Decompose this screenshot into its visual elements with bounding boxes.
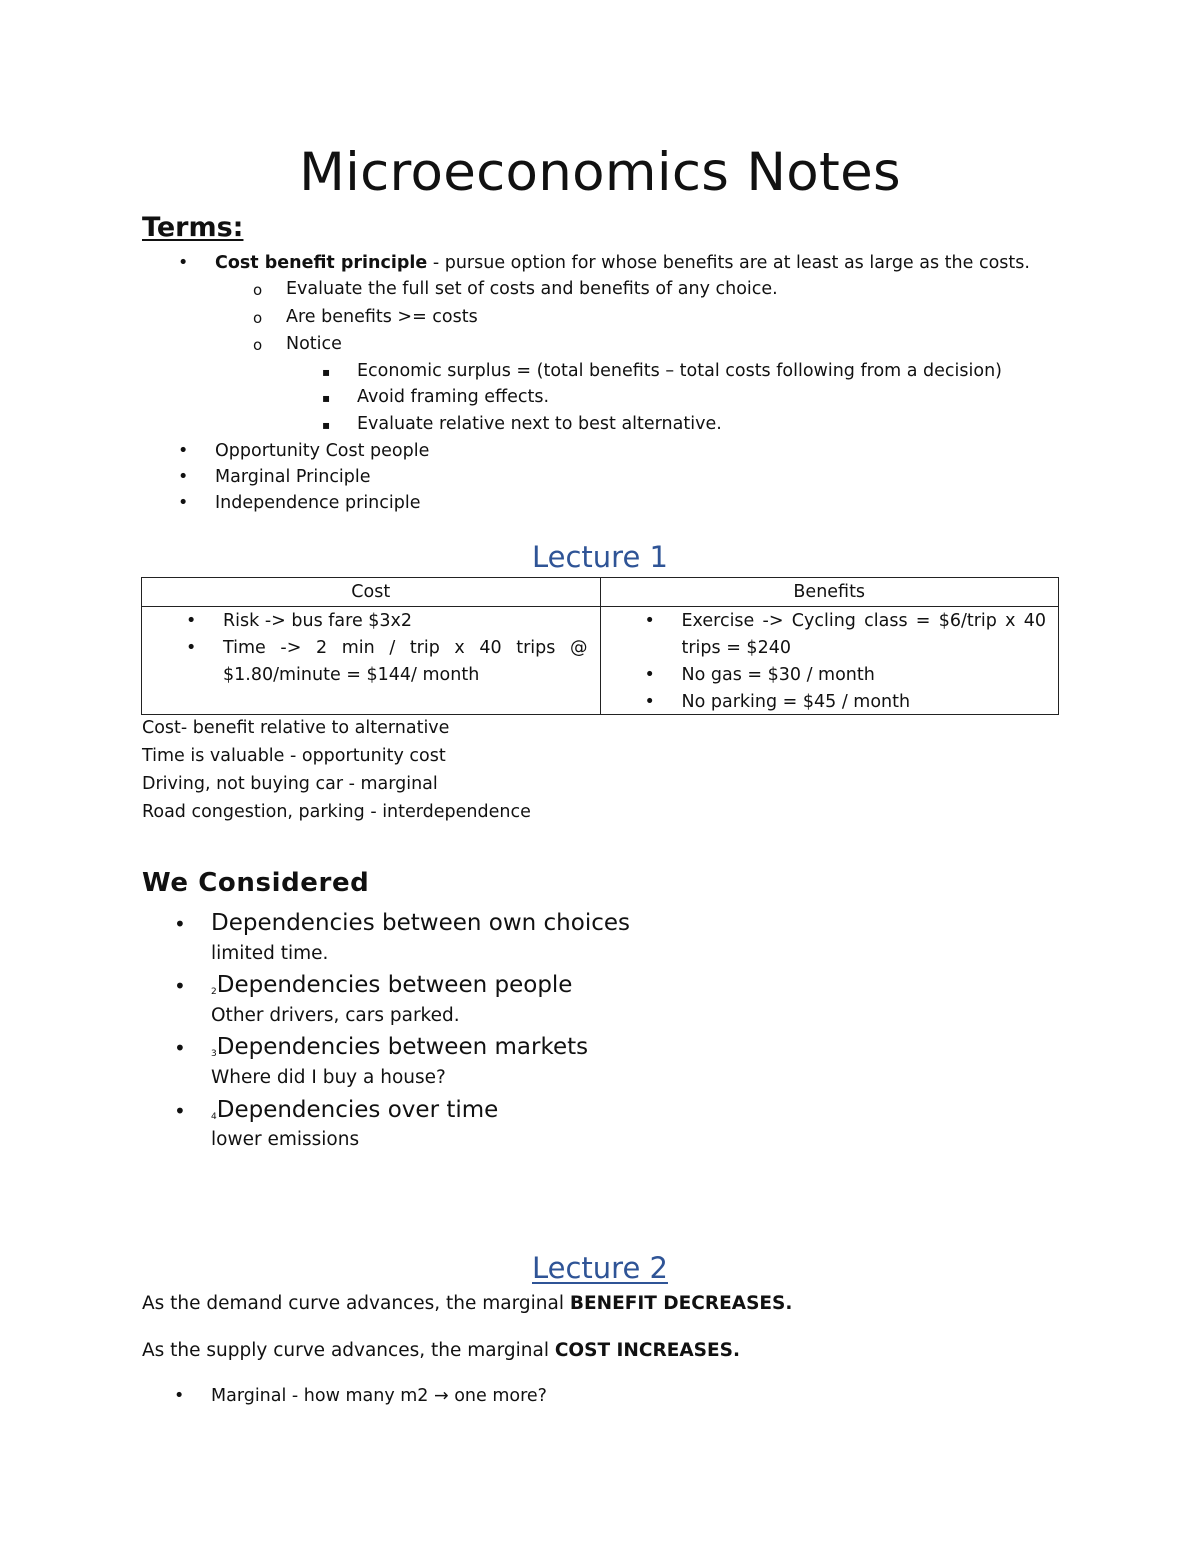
dependency-label: Dependencies between people [216, 972, 573, 998]
bullet-icon: • [186, 611, 197, 631]
notice-item: Economic surplus = (total benefits – total costs following from a decision) [357, 361, 1003, 381]
sub-item: Are benefits >= costs [286, 307, 478, 327]
bullet-icon: • [174, 1099, 186, 1123]
dependency-label: Dependencies between markets [216, 1034, 589, 1060]
dependency-note: Other drivers, cars parked. [211, 1005, 460, 1026]
bullet-icon: • [174, 974, 186, 998]
square-bullet-icon: ▪ [322, 418, 331, 432]
sub-item: Evaluate the full set of costs and benefits of any choice. [286, 279, 778, 299]
notice-item: Avoid framing effects. [357, 387, 550, 407]
cost-benefit-label: Cost benefit principle [215, 253, 428, 273]
benefits-cell [600, 607, 1059, 715]
bullet-icon: • [178, 467, 189, 487]
term-item: Opportunity Cost people [215, 441, 430, 461]
table-header-row [142, 578, 1059, 607]
square-bullet-icon: ▪ [322, 391, 331, 405]
lecture-note: Time is valuable - opportunity cost [142, 746, 446, 766]
bullet-icon: • [644, 611, 655, 631]
sub-bullet-icon: o [253, 336, 263, 354]
sub-bullet-icon: o [253, 309, 263, 327]
cost-cell [142, 607, 601, 715]
dependency-note: limited time. [211, 943, 329, 964]
benefit-item: No parking = $45 / month [681, 692, 911, 712]
cost-benefit-item [215, 250, 1030, 276]
lecture-note: Road congestion, parking - interdependence [142, 802, 531, 822]
page-title: Microeconomics Notes [299, 142, 901, 203]
term-item: Marginal Principle [215, 467, 371, 487]
table-header-benefits: Benefits [600, 578, 1059, 607]
notice-item: Evaluate relative next to best alternative. [357, 414, 722, 434]
terms-heading: Terms: [142, 212, 244, 243]
bullet-icon: • [174, 912, 186, 936]
dependency-note: Where did I buy a house? [211, 1067, 446, 1088]
lecture-note: Driving, not buying car - marginal [142, 774, 438, 794]
lecture-2-heading: Lecture 2 [532, 1251, 668, 1285]
benefit-item: No gas = $30 / month [681, 665, 875, 685]
demand-text: As the demand curve advances, the marginal [142, 1293, 570, 1314]
cost-benefit-table [141, 577, 1059, 715]
dependency-number: 3 [211, 1049, 217, 1059]
demand-emphasis: BENEFIT DECREASES. [569, 1293, 793, 1314]
benefit-item: Exercise -> Cycling class = $6/trip x 40 trips = $240 [681, 611, 1046, 658]
considered-heading: We Considered [142, 868, 370, 898]
supply-text: As the supply curve advances, the marginal [142, 1340, 555, 1361]
supply-statement [142, 1337, 740, 1365]
supply-emphasis: COST INCREASES. [554, 1340, 740, 1361]
table-row [142, 607, 1059, 715]
cost-item: Risk -> bus fare $3x2 [223, 611, 413, 631]
table-header-cost: Cost [142, 578, 601, 607]
dependency-label: Dependencies between own choices [211, 910, 630, 936]
cost-benefit-desc: - pursue option for whose benefits are at least as large as the costs. [427, 253, 1030, 273]
square-bullet-icon: ▪ [322, 365, 331, 379]
bullet-icon: • [174, 1386, 185, 1406]
sub-bullet-icon: o [253, 281, 263, 299]
term-item: Independence principle [215, 493, 421, 513]
bullet-icon: • [186, 638, 197, 658]
demand-statement [142, 1290, 792, 1318]
bullet-icon: • [178, 441, 189, 461]
bullet-icon: • [178, 493, 189, 513]
dependency-label: Dependencies over time [216, 1097, 499, 1123]
bullet-icon: • [178, 253, 189, 273]
marginal-item: Marginal - how many m2 → one more? [211, 1386, 547, 1406]
lecture-1-heading: Lecture 1 [532, 540, 668, 574]
bullet-icon: • [174, 1036, 186, 1060]
dependency-number: 4 [211, 1112, 217, 1122]
cost-item: Time -> 2 min / trip x 40 trips @ $1.80/minute = $144/ month [223, 638, 588, 685]
dependency-note: lower emissions [211, 1129, 360, 1150]
sub-item: Notice [286, 334, 342, 354]
dependency-number: 2 [211, 987, 217, 997]
bullet-icon: • [644, 692, 655, 712]
lecture-note: Cost- benefit relative to alternative [142, 718, 450, 738]
bullet-icon: • [644, 665, 655, 685]
